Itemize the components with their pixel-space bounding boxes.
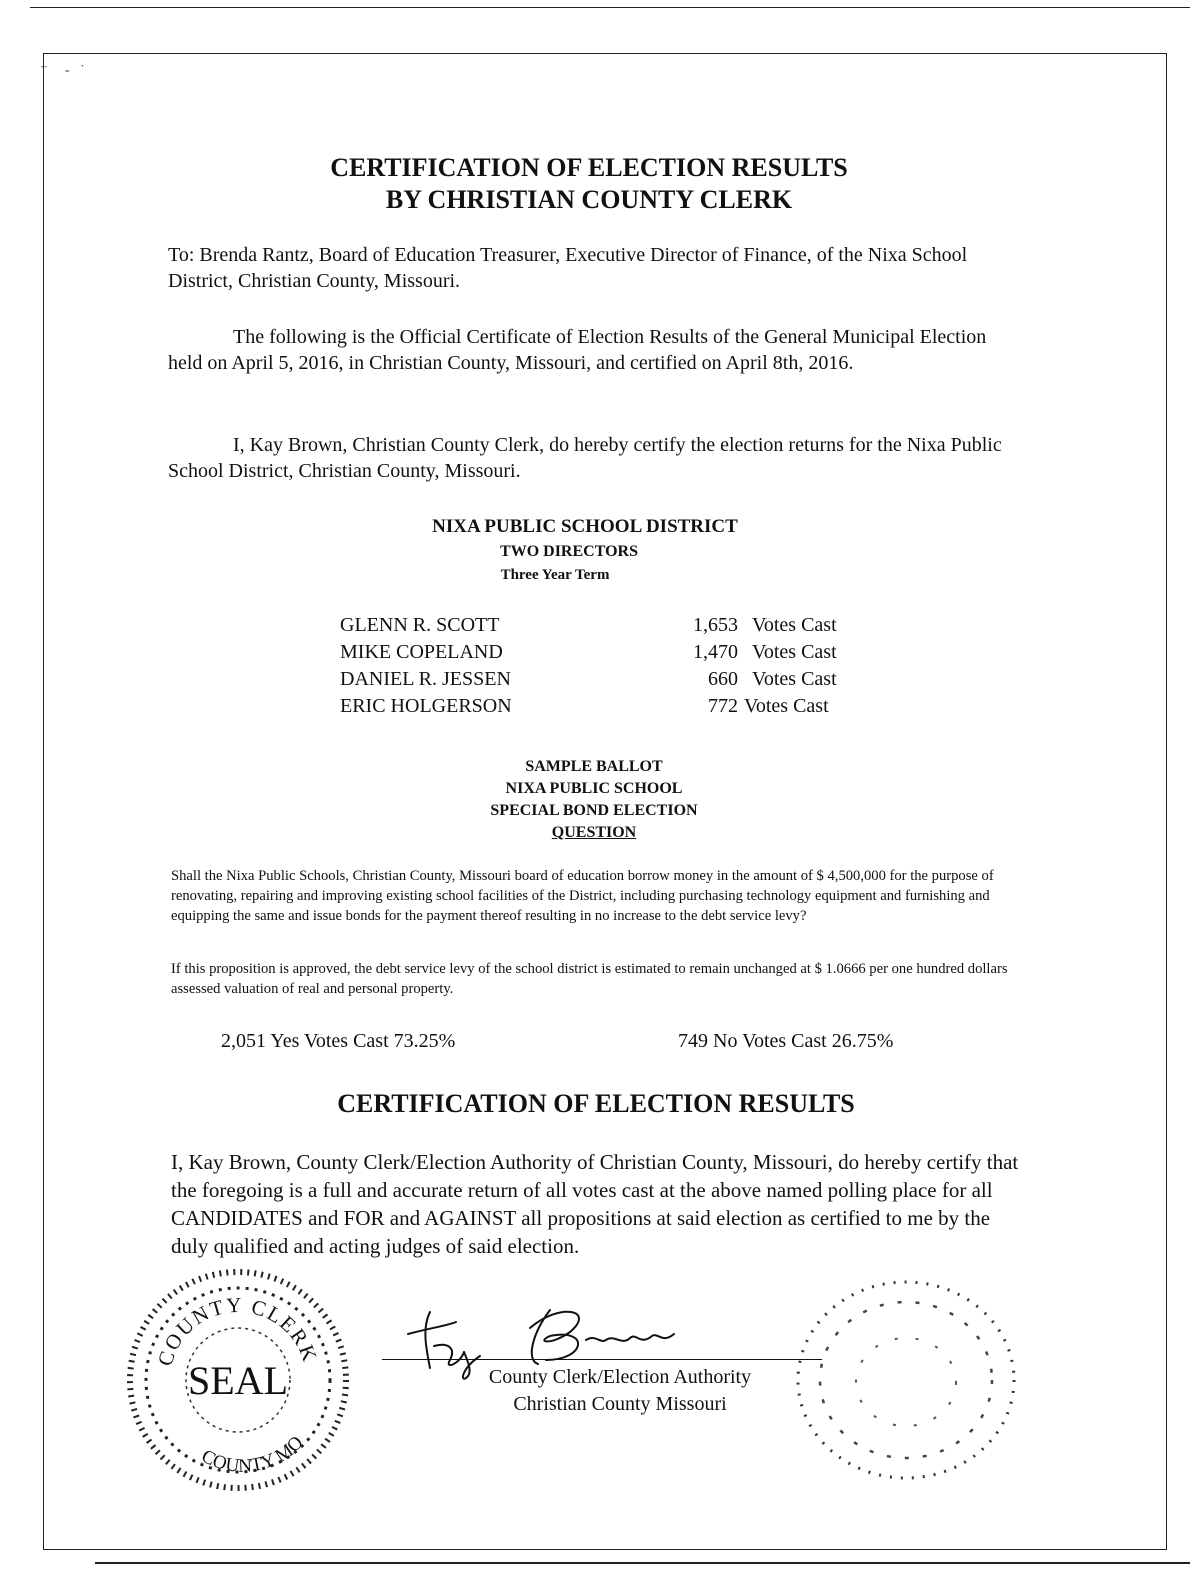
ballot-heading-2: NIXA PUBLIC SCHOOL	[505, 780, 683, 797]
certification-text: I, Kay Brown, County Clerk/Election Authority of Christian County, Missouri, do hereby certify that the foregoing is a full and accurate return of all votes cast at the above named polling place for all CANDIDATES and FOR and AGAINST all propositions at said election as certified to me by the duly qualified and acting judges of said election.	[171, 1150, 1019, 1258]
candidate-name: ERIC HOLGERSON	[340, 695, 512, 717]
candidate-votes: 1,470	[693, 641, 738, 663]
top-rule	[30, 7, 1190, 8]
intro-paragraph: The following is the Official Certificate of Election Results of the General Municipal Election held on April 5, 2016, in Christian County, Missouri, and certified on April 8th, 2016.	[168, 326, 987, 374]
signer-title-line2: Christian County Missouri	[513, 1393, 727, 1415]
votes-cast-label: Votes Cast	[752, 614, 837, 636]
county-clerk-seal	[120, 1262, 356, 1498]
no-votes-result: 749 No Votes Cast 26.75%	[678, 1030, 894, 1052]
signer-title-line1: County Clerk/Election Authority	[488, 1366, 752, 1388]
votes-cast-label: Votes Cast	[752, 668, 837, 690]
yes-votes-result: 2,051 Yes Votes Cast 73.25%	[221, 1030, 456, 1052]
candidate-name: GLENN R. SCOTT	[340, 614, 500, 636]
document-title-line1: CERTIFICATION OF ELECTION RESULTS	[330, 153, 848, 182]
candidate-row	[340, 693, 837, 720]
office-heading: TWO DIRECTORS	[500, 543, 638, 560]
addressee: To: Brenda Rantz, Board of Education Treasurer, Executive Director of Finance, of the Nixa School District, Christian County, Missouri.	[168, 244, 968, 292]
votes-cast-label: Votes Cast	[752, 641, 837, 663]
clerk-paragraph: I, Kay Brown, Christian County Clerk, do hereby certify the election returns for the Nixa Public School District, Christian County, Missouri.	[168, 434, 1002, 482]
seal-center-text: SEAL	[188, 1358, 288, 1403]
candidate-name: DANIEL R. JESSEN	[340, 668, 511, 690]
signature-line	[382, 1359, 822, 1360]
svg-text:COUNTY MO	[198, 1432, 308, 1477]
seal-arc-text: COUNTY CLERK	[152, 1292, 323, 1369]
levy-note: If this proposition is approved, the debt service levy of the school district is estimated to remain unchanged at $ 1.0666 per one hundred dollars assessed valuation of real and personal property.	[171, 961, 1008, 997]
candidate-row	[340, 612, 837, 639]
bottom-rule	[95, 1562, 1190, 1564]
candidate-votes: 1,653	[693, 614, 738, 636]
document-title-line2: BY CHRISTIAN COUNTY CLERK	[385, 185, 793, 214]
candidate-row	[340, 666, 837, 693]
ballot-heading-1: SAMPLE BALLOT	[525, 758, 663, 775]
votes-cast-label: Votes Cast	[744, 695, 829, 717]
ballot-heading-3: SPECIAL BOND ELECTION	[490, 802, 698, 819]
candidate-row	[340, 639, 837, 666]
seal-bottom-text: COUNTY MO	[198, 1432, 308, 1477]
candidate-votes: 660	[708, 668, 738, 690]
ballot-heading-4: QUESTION	[551, 824, 637, 841]
bond-question: Shall the Nixa Public Schools, Christian County, Missouri board of education borrow money in the amount of $ 4,500,000 for the purpose of renovating, repairing and improving existing school facilities of the District, including purchasing technology equipment and furnishing and equipping the same and issue bonds for the payment thereof resulting in no increase to the debt service levy?	[171, 868, 994, 924]
certification-title: CERTIFICATION OF ELECTION RESULTS	[337, 1089, 855, 1118]
candidate-votes: 772	[708, 695, 738, 717]
district-heading: NIXA PUBLIC SCHOOL DISTRICT	[432, 516, 738, 537]
embossed-seal	[786, 1272, 1026, 1488]
scan-speck: ⁻ ‐ ˙	[40, 63, 85, 78]
term-heading: Three Year Term	[500, 567, 610, 583]
candidate-results	[340, 612, 837, 720]
candidate-name: MIKE COPELAND	[340, 641, 503, 663]
